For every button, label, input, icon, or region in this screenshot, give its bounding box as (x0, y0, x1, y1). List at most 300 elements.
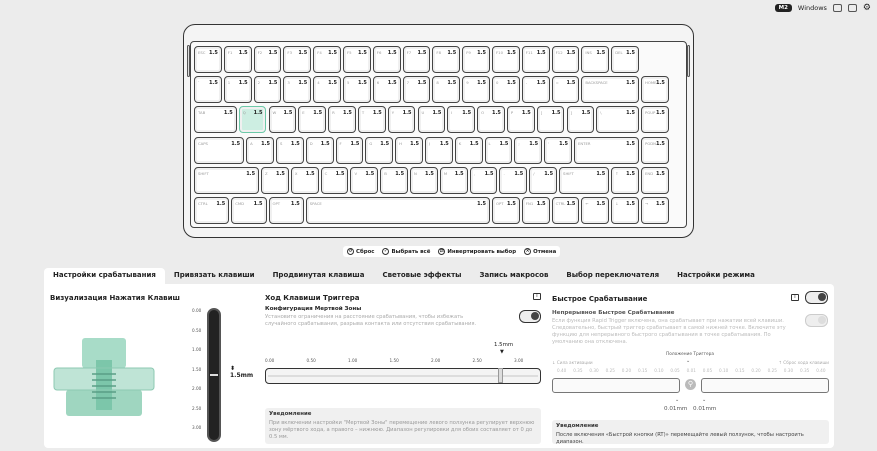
key-value: 1.5 (410, 141, 419, 147)
key-label: HOME (645, 80, 657, 85)
key-value: 1.5 (551, 110, 561, 116)
rapid-info-icon[interactable]: i (791, 294, 799, 301)
key-label: ESC (198, 50, 206, 55)
tab-switch-select[interactable]: Выбор переключателя (566, 271, 660, 279)
key-value: 1.5 (313, 110, 323, 116)
key-[interactable] (194, 76, 222, 103)
key-pgdn[interactable] (641, 137, 669, 164)
key-t[interactable] (358, 106, 386, 133)
rapid-tick: 0.15 (735, 368, 745, 373)
key-value: 1.5 (402, 110, 412, 116)
key-value: 1.5 (506, 50, 516, 56)
rapid-tick: 0.10 (654, 368, 664, 373)
key-label: I (451, 110, 453, 115)
key-label: F2 (257, 50, 263, 55)
key-label: ] (570, 110, 572, 115)
key-value: 1.5 (283, 110, 293, 116)
key-label: F3 (287, 50, 292, 55)
key-value: 1.5 (439, 141, 449, 147)
key-f2[interactable] (254, 46, 282, 73)
key-label: C (324, 171, 328, 176)
key-y[interactable] (388, 106, 416, 133)
key-label: SHIFT (198, 171, 209, 176)
key-[interactable] (529, 167, 557, 194)
key-ctrl[interactable] (552, 197, 580, 224)
rapid-tick: 0.30 (589, 368, 599, 373)
key-label: OPT (496, 201, 504, 206)
key-6[interactable] (373, 76, 401, 103)
key-opt[interactable] (492, 197, 520, 224)
key-value: 1.5 (372, 110, 382, 116)
link-icon[interactable]: ⚲ (685, 379, 696, 390)
continuous-desc: Если функция Rapid Trigger включена, она срабатывает при нажатии всей клавиши. Следовательно, быстрый триггер срабатывает в самой нижней точке. Включите эту функцию для непрерывного быстрого срабатывания в точке срабатывания. По умолчанию она отключена. (552, 318, 786, 345)
key-opt[interactable] (269, 197, 304, 224)
key-label: F (339, 141, 342, 146)
rapid-tick: 0.35 (800, 368, 810, 373)
key-label: CAPS (198, 141, 208, 146)
key-label: PGUP (645, 110, 656, 115)
travel-tick: 1.50 (389, 358, 399, 363)
key-shift[interactable] (194, 167, 259, 194)
key-b[interactable] (380, 167, 408, 194)
key-label: J (428, 141, 431, 146)
deadzone-notice-title: Уведомление (269, 411, 312, 417)
key-4[interactable] (313, 76, 341, 103)
key-value: 1.5 (395, 171, 405, 177)
key-backspace[interactable] (581, 76, 639, 103)
key-r[interactable] (328, 106, 356, 133)
key-value: 1.5 (290, 141, 300, 147)
key-value: 1.5 (529, 141, 539, 147)
key-label: N (414, 171, 417, 176)
key-value: 1.5 (328, 80, 337, 86)
key-value: 1.5 (328, 50, 337, 56)
key-label: DEL (615, 50, 623, 55)
key-label: F5 (347, 50, 352, 55)
key-[interactable] (537, 106, 565, 133)
key-label: → (645, 201, 649, 206)
tab-actuation[interactable]: Настройки срабатывания (44, 268, 165, 284)
key-label: F10 (496, 50, 504, 55)
key-tab[interactable] (194, 106, 237, 133)
key-[interactable] (499, 167, 527, 194)
key-7[interactable] (403, 76, 431, 103)
key-5[interactable] (343, 76, 371, 103)
key-label: ← (585, 201, 589, 206)
key-i[interactable] (447, 106, 475, 133)
key-label: X (294, 171, 298, 176)
key-f[interactable] (336, 137, 364, 164)
key-value: 1.5 (447, 80, 457, 86)
deadzone-desc: Установите ограничения на расстояние срабатывания, чтобы избежать случайного срабатывания, разрыва контакта или отсутствия срабатывания. (265, 314, 477, 327)
key-f9[interactable] (462, 46, 490, 73)
trigger-position-arrow-icon: ⌄ (686, 358, 691, 364)
key-f1[interactable] (224, 46, 252, 73)
key-value: 1.5 (506, 80, 516, 86)
rapid-trigger-title: Быстрое Срабатывание (552, 295, 648, 303)
key-value: 1.5 (268, 80, 278, 86)
os-label[interactable]: Windows (797, 4, 827, 12)
rapid-tick: 0.20 (751, 368, 761, 373)
reset-button[interactable] (347, 248, 374, 255)
settings-icon[interactable]: ⚙ (862, 3, 871, 13)
key-label: 4 (317, 80, 320, 85)
key-label: ' (548, 141, 550, 146)
up-arrow-icon: ⌄ (702, 397, 707, 403)
key-label: E (302, 110, 305, 115)
cancel-icon: × (525, 248, 530, 254)
key-value: 1.5 (596, 171, 606, 177)
key-f5[interactable] (343, 46, 371, 73)
key-label: BACKSPACE (585, 80, 608, 85)
level-tick: 3.00 (192, 425, 202, 430)
key-label: F11 (525, 50, 533, 55)
tab-advanced-key[interactable]: Продвинутая клавиша (272, 271, 365, 279)
key-cmd[interactable] (231, 197, 266, 224)
key-[interactable] (544, 137, 572, 164)
key-value: 1.5 (596, 201, 606, 207)
rapid-notice (552, 420, 829, 444)
travel-tick: 3.00 (514, 358, 524, 363)
continuous-title: Непрерывное Быстрое Срабатывание (552, 310, 675, 316)
key-value: 1.5 (357, 80, 367, 86)
rapid-notice-text: После включения «Быстрой кнопки (RT)» перемещайте левый ползунок, чтобы настроить диапазон. (556, 432, 804, 445)
key-value: 1.5 (566, 201, 576, 207)
switch-illustration (52, 330, 156, 424)
info-icon[interactable]: i (533, 293, 541, 300)
key-value: 1.5 (655, 110, 665, 116)
key-g[interactable] (365, 137, 393, 164)
key-k[interactable] (455, 137, 483, 164)
key-value: 1.5 (380, 141, 390, 147)
key-1[interactable] (224, 76, 252, 103)
key-label: Y (391, 110, 395, 115)
action-bar (343, 246, 560, 257)
key-p[interactable] (507, 106, 535, 133)
key-label: A (250, 141, 253, 146)
key-value: 1.5 (357, 50, 367, 56)
key-value: 1.5 (536, 50, 546, 56)
travel-tick: 1.00 (348, 358, 358, 363)
key-[interactable] (641, 197, 669, 224)
key-[interactable] (596, 106, 639, 133)
key-w[interactable] (269, 106, 297, 133)
key-label: F8 (436, 50, 441, 55)
down-arrow-icon: ⌄ (675, 397, 680, 403)
rapid-tick: 0.40 (557, 368, 567, 373)
actuation-label: ↓ Сила активации (552, 360, 593, 365)
level-tick: 0.50 (192, 327, 202, 333)
key-enter[interactable] (574, 137, 639, 164)
keyboard-frame (183, 24, 694, 238)
key-label: . (503, 171, 505, 176)
key-label: PGDN (645, 141, 656, 146)
key-value: 1.5 (477, 201, 486, 207)
key-value: 1.5 (499, 141, 509, 147)
tab-content (44, 284, 834, 448)
key-f4[interactable] (313, 46, 341, 73)
key-label: SPACE (309, 201, 322, 206)
key-value: 1.5 (626, 201, 635, 207)
key-label: W (272, 110, 277, 115)
key-value: 1.5 (223, 110, 233, 116)
key-s[interactable] (276, 137, 304, 164)
key-value: 1.5 (469, 141, 479, 147)
key-label: = (555, 80, 559, 85)
key-label: CTRL (198, 201, 208, 206)
key-value: 1.5 (261, 141, 270, 147)
key-f12[interactable] (552, 46, 580, 73)
key-value: 1.5 (298, 80, 308, 86)
rapid-trigger-toggle[interactable] (805, 291, 828, 304)
key-value: 1.5 (253, 201, 263, 207)
key-[interactable] (567, 106, 595, 133)
key-shift[interactable] (559, 167, 609, 194)
key-3[interactable] (283, 76, 311, 103)
tab-mode-settings[interactable]: Настройки режима (677, 271, 755, 279)
key-value: 1.5 (417, 80, 427, 86)
key-label: CMD (235, 201, 245, 206)
trigger-travel-panel (261, 286, 545, 445)
key-d[interactable] (306, 137, 334, 164)
key-value: 1.5 (208, 50, 218, 56)
key-value: 1.5 (246, 171, 256, 177)
key-f11[interactable] (522, 46, 550, 73)
key-value: 1.5 (462, 110, 472, 116)
reset-icon: ↺ (348, 248, 353, 254)
key-9[interactable] (462, 76, 490, 103)
key-a[interactable] (246, 137, 274, 164)
key-value: 1.5 (268, 50, 278, 56)
key-value: 1.5 (655, 171, 665, 177)
key-ctrl[interactable] (194, 197, 229, 224)
key-m[interactable] (440, 167, 468, 194)
key-[interactable] (470, 167, 498, 194)
key-space[interactable] (306, 197, 490, 224)
key-f3[interactable] (283, 46, 311, 73)
deadzone-toggle[interactable] (519, 310, 541, 323)
key-home[interactable] (641, 76, 669, 103)
select-all-label: Выбрать всё (391, 248, 431, 255)
invert-label: Инвертировать выбор (447, 248, 517, 255)
tab-lighting[interactable]: Световые эффекты (382, 271, 462, 279)
key-label: ENTER (577, 141, 591, 146)
key-value: 1.5 (566, 50, 576, 56)
key-value: 1.5 (477, 80, 486, 86)
rapid-tick: 0.10 (719, 368, 729, 373)
key-value: 1.5 (655, 141, 665, 147)
key-f6[interactable] (373, 46, 401, 73)
key-value: 1.5 (559, 141, 568, 147)
key-label: 2 (257, 80, 261, 85)
key-label: F6 (376, 50, 382, 55)
rapid-tick: 0.15 (638, 368, 648, 373)
key-label: [ (540, 110, 543, 115)
key-e[interactable] (298, 106, 326, 133)
key-j[interactable] (425, 137, 453, 164)
key-f8[interactable] (432, 46, 460, 73)
reset-value[interactable]: 0.01mm (693, 406, 717, 412)
continuous-toggle[interactable] (805, 314, 828, 327)
key-v[interactable] (350, 167, 378, 194)
key-value: 1.5 (387, 80, 397, 86)
key-[interactable] (611, 167, 639, 194)
cancel-button[interactable] (524, 248, 556, 255)
key-value: 1.5 (238, 80, 248, 86)
key-label: 1 (227, 80, 231, 85)
key-value: 1.5 (298, 50, 308, 56)
key-value: 1.5 (626, 141, 635, 147)
key-label: - (525, 80, 528, 85)
select-all-button[interactable] (382, 248, 430, 255)
key-value: 1.5 (544, 171, 554, 177)
key-[interactable] (581, 197, 609, 224)
key-value: 1.5 (514, 171, 524, 177)
key-label: 5 (347, 80, 350, 85)
key-o[interactable] (477, 106, 505, 133)
key-u[interactable] (418, 106, 446, 133)
travel-tick: 0.50 (306, 358, 316, 363)
side-slider-right (687, 45, 690, 77)
key-l[interactable] (485, 137, 513, 164)
key-label: F1 (227, 50, 233, 55)
key-f10[interactable] (492, 46, 520, 73)
key-h[interactable] (395, 137, 423, 164)
rapid-tick: 0.25 (605, 368, 615, 373)
screenshot-icon[interactable] (833, 4, 842, 12)
key-n[interactable] (410, 167, 438, 194)
key-value: 1.5 (417, 50, 427, 56)
key-[interactable] (611, 197, 639, 224)
keyboard-keys (190, 41, 687, 228)
key-value: 1.5 (290, 201, 300, 207)
tooltip-arrow-icon: ▼ (500, 349, 504, 355)
key-value: 1.5 (305, 171, 315, 177)
key-label: F4 (317, 50, 322, 55)
travel-thumb[interactable] (498, 368, 503, 383)
key-value: 1.5 (432, 110, 442, 116)
key-label: 6 (376, 80, 380, 85)
key-label: FN1 (525, 201, 534, 206)
key-label: ↑ (615, 171, 619, 176)
key-f7[interactable] (403, 46, 431, 73)
key-value: 1.5 (216, 201, 226, 207)
rapid-tick: 0.30 (783, 368, 794, 373)
key-label: G (369, 141, 373, 146)
cancel-label: Отмена (533, 248, 557, 255)
rapid-tick: 0.35 (573, 368, 583, 373)
depth-value-text: 1.5mm (230, 372, 254, 379)
key-end[interactable] (641, 167, 669, 194)
key-pgup[interactable] (641, 106, 669, 133)
key-value: 1.5 (484, 171, 494, 177)
invert-button[interactable] (438, 248, 516, 255)
key-value: 1.5 (454, 171, 464, 177)
depth-marker (210, 374, 218, 376)
key-label: \ (600, 110, 602, 115)
key-label: T (361, 110, 365, 115)
key-value: 1.5 (365, 171, 375, 177)
key-2[interactable] (254, 76, 282, 103)
key-label: Z (265, 171, 268, 176)
key-value: 1.5 (521, 110, 531, 116)
travel-slider[interactable] (265, 368, 541, 384)
key-label: V (354, 171, 358, 176)
key-caps[interactable] (194, 137, 244, 164)
key-label: H (399, 141, 402, 146)
reset-slider[interactable] (701, 378, 829, 393)
key-label: R (332, 110, 335, 115)
key-label: OPT (272, 201, 281, 206)
key-value: 1.5 (536, 201, 546, 207)
key-value: 1.5 (655, 201, 665, 207)
actuation-slider[interactable] (552, 378, 680, 393)
key-label: CTRL (555, 201, 566, 206)
actuation-value[interactable]: 0.01mm (664, 406, 688, 412)
key-label: SHIFT (563, 171, 574, 176)
key-value: 1.5 (350, 141, 360, 147)
key-label: O (481, 110, 485, 115)
tab-bind-keys[interactable]: Привязать клавиши (173, 271, 255, 279)
tab-macros[interactable]: Запись макросов (479, 271, 549, 279)
trigger-position-label: Положение Триггера (666, 352, 715, 357)
key-label: K (458, 141, 462, 146)
key-value: 1.5 (320, 141, 330, 147)
key-fn1[interactable] (522, 197, 550, 224)
key-[interactable] (522, 76, 550, 103)
key-label: / (533, 171, 535, 176)
key-label: TAB (198, 110, 206, 115)
travel-tick: 2.50 (472, 358, 482, 363)
rapid-tick: 0.40 (816, 368, 826, 373)
key-label: ` (198, 80, 200, 85)
key-label: 9 (466, 80, 469, 85)
key-value: 1.5 (626, 80, 635, 86)
key-c[interactable] (321, 167, 349, 194)
rapid-tick: 0.05 (702, 368, 713, 373)
key-label: Q (242, 110, 246, 115)
key-[interactable] (514, 137, 542, 164)
key-q[interactable] (239, 106, 267, 133)
key-z[interactable] (261, 167, 289, 194)
travel-tick: 2.00 (431, 358, 441, 363)
depth-value: ⬍ 1.5mm (230, 365, 254, 379)
key-8[interactable] (432, 76, 460, 103)
key-[interactable] (552, 76, 580, 103)
key-value: 1.5 (424, 171, 434, 177)
key-ins[interactable] (581, 46, 609, 73)
key-x[interactable] (291, 167, 319, 194)
key-del[interactable] (611, 46, 639, 73)
key-value: 1.5 (275, 171, 285, 177)
key-esc[interactable] (194, 46, 222, 73)
minimize-icon[interactable] (848, 4, 857, 12)
key-value: 1.5 (335, 171, 345, 177)
travel-tick: 0.00 (265, 358, 275, 363)
top-right-bar (775, 4, 871, 12)
rapid-tick: 0.25 (767, 368, 777, 373)
key-0[interactable] (492, 76, 520, 103)
level-tick: 0.00 (192, 308, 202, 313)
key-value: 1.5 (566, 80, 576, 86)
key-value: 1.5 (238, 50, 248, 56)
level-tick: 1.00 (192, 347, 202, 352)
key-label: ↓ (615, 201, 619, 206)
key-value: 1.5 (506, 201, 516, 207)
visualization-title: Визуализация Нажатия Клавиш (50, 294, 180, 302)
device-badge[interactable]: M2 (775, 4, 792, 12)
key-label: F7 (406, 50, 412, 55)
